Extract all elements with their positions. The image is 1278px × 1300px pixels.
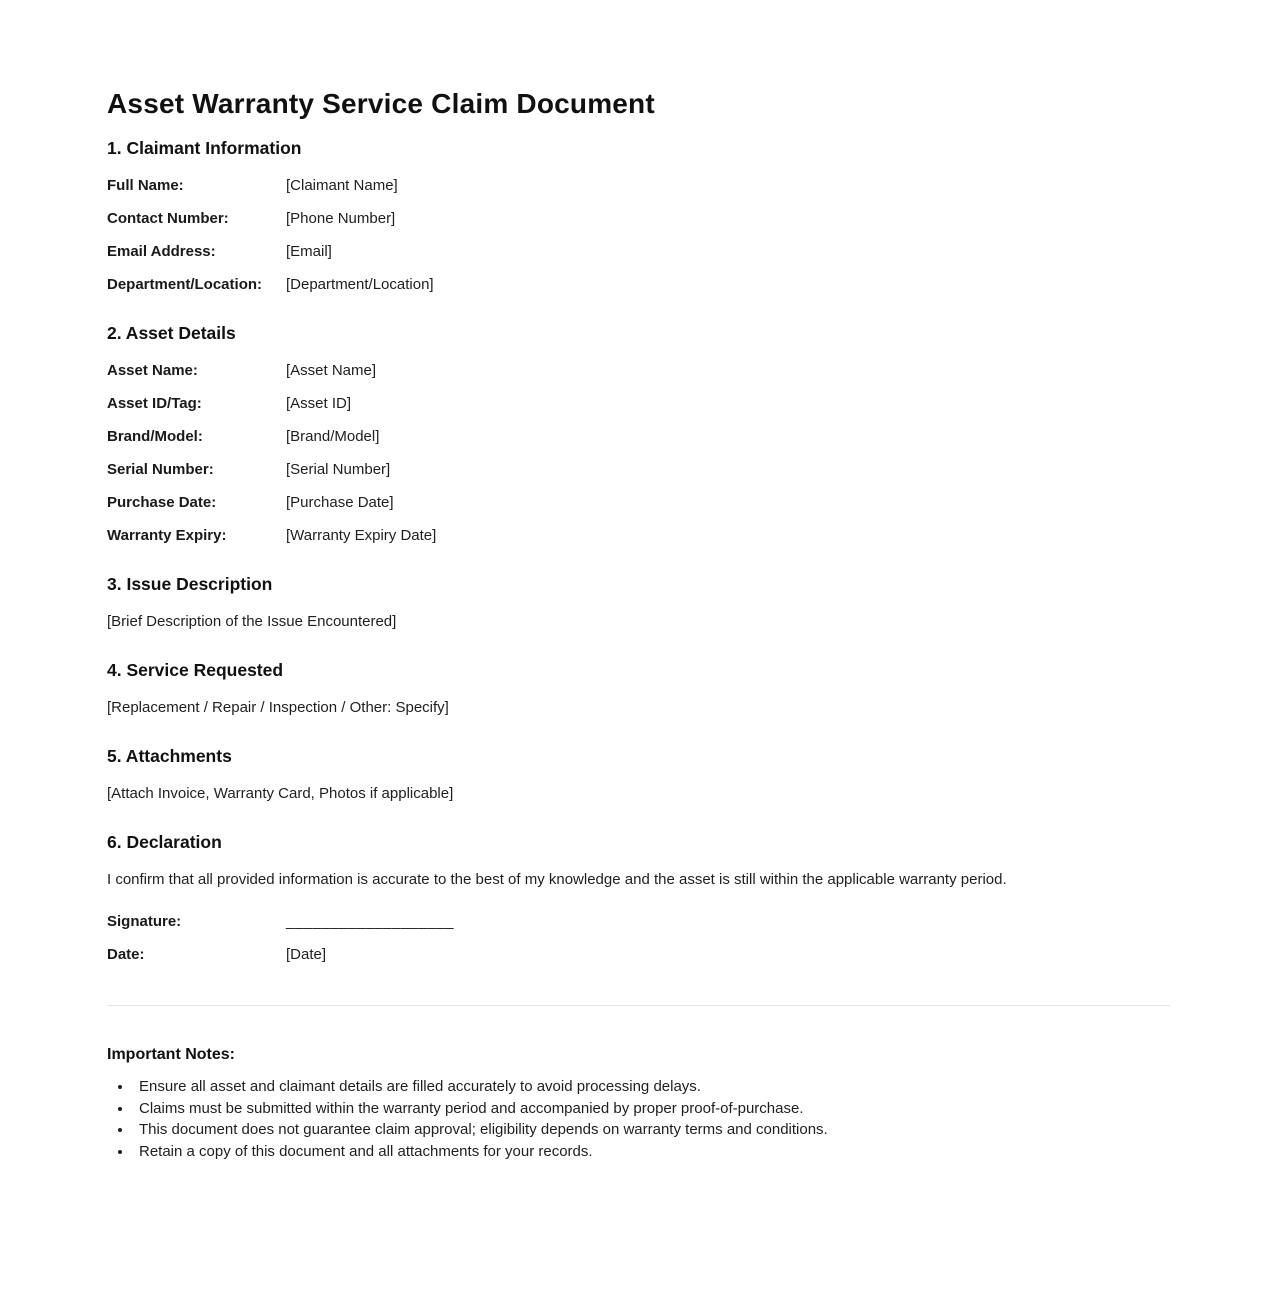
section-claimant-information [107, 138, 1170, 295]
field-row-asset-name [107, 360, 1170, 381]
note-item: • Ensure all asset and claimant details are filled accurately to avoid processing delays. [133, 1076, 1170, 1098]
field-value: [Asset Name] [286, 362, 377, 379]
field-row-brand-model [107, 426, 1170, 447]
note-item: • This document does not guarantee claim approval; eligibility depends on warranty terms and conditions. [133, 1119, 1170, 1141]
section-asset-details [107, 323, 1170, 546]
section-heading-attachments: 5. Attachments [107, 746, 232, 766]
field-label: Purchase Date: [107, 494, 217, 511]
field-value: [Claimant Name] [286, 177, 398, 194]
issue-description-placeholder: [Brief Description of the Issue Encountered] [107, 613, 397, 630]
field-row-full-name [107, 175, 1170, 196]
field-label: Department/Location: [107, 276, 263, 293]
section-service-requested [107, 660, 1170, 718]
field-value: [Brand/Model] [286, 428, 380, 445]
section-issue-description [107, 574, 1170, 632]
field-label: Date: [107, 946, 145, 963]
note-item: • Claims must be submitted within the warranty period and accompanied by proper proof-of-purchase. [133, 1098, 1170, 1120]
field-value: [Asset ID] [286, 395, 352, 412]
field-label: Asset Name: [107, 362, 198, 379]
note-item: • Retain a copy of this document and all attachments for your records. [133, 1141, 1170, 1163]
section-heading-declaration: 6. Declaration [107, 832, 222, 852]
field-label: Serial Number: [107, 461, 214, 478]
field-label: Email Address: [107, 243, 216, 260]
field-value: [Purchase Date] [286, 494, 394, 511]
field-row-asset-id [107, 393, 1170, 414]
field-value: [Warranty Expiry Date] [286, 527, 437, 544]
notes-list [107, 1076, 1170, 1162]
field-row-warranty-expiry [107, 525, 1170, 546]
section-declaration [107, 832, 1170, 965]
field-value: [Department/Location] [286, 276, 434, 293]
field-row-signature [107, 911, 1170, 932]
page-title: Asset Warranty Service Claim Document [107, 88, 655, 119]
field-row-contact-number [107, 208, 1170, 229]
field-value: [Phone Number] [286, 210, 396, 227]
field-row-purchase-date [107, 492, 1170, 513]
section-heading-service: 4. Service Requested [107, 660, 284, 680]
field-label: Full Name: [107, 177, 184, 194]
field-label: Asset ID/Tag: [107, 395, 202, 412]
declaration-statement: I confirm that all provided information is accurate to the best of my knowledge and the asset is still within the applicable warranty period. [107, 871, 1007, 888]
signature-line: ___________________ [286, 913, 455, 930]
field-value: [Email] [286, 243, 332, 260]
field-label: Signature: [107, 913, 182, 930]
notes-heading: Important Notes: [107, 1046, 235, 1063]
field-row-date [107, 944, 1170, 965]
field-row-department-location [107, 274, 1170, 295]
section-heading-asset: 2. Asset Details [107, 323, 236, 343]
section-important-notes [107, 1046, 1170, 1162]
section-divider [107, 1005, 1170, 1006]
field-value: [Serial Number] [286, 461, 391, 478]
field-value: [Date] [286, 946, 327, 963]
service-requested-placeholder: [Replacement / Repair / Inspection / Other: Specify] [107, 699, 449, 716]
field-row-serial-number [107, 459, 1170, 480]
field-label: Contact Number: [107, 210, 229, 227]
section-attachments [107, 746, 1170, 804]
field-row-email-address [107, 241, 1170, 262]
attachments-placeholder: [Attach Invoice, Warranty Card, Photos if applicable] [107, 785, 454, 802]
field-label: Warranty Expiry: [107, 527, 227, 544]
section-heading-claimant: 1. Claimant Information [107, 138, 302, 158]
field-label: Brand/Model: [107, 428, 203, 445]
section-heading-issue: 3. Issue Description [107, 574, 273, 594]
